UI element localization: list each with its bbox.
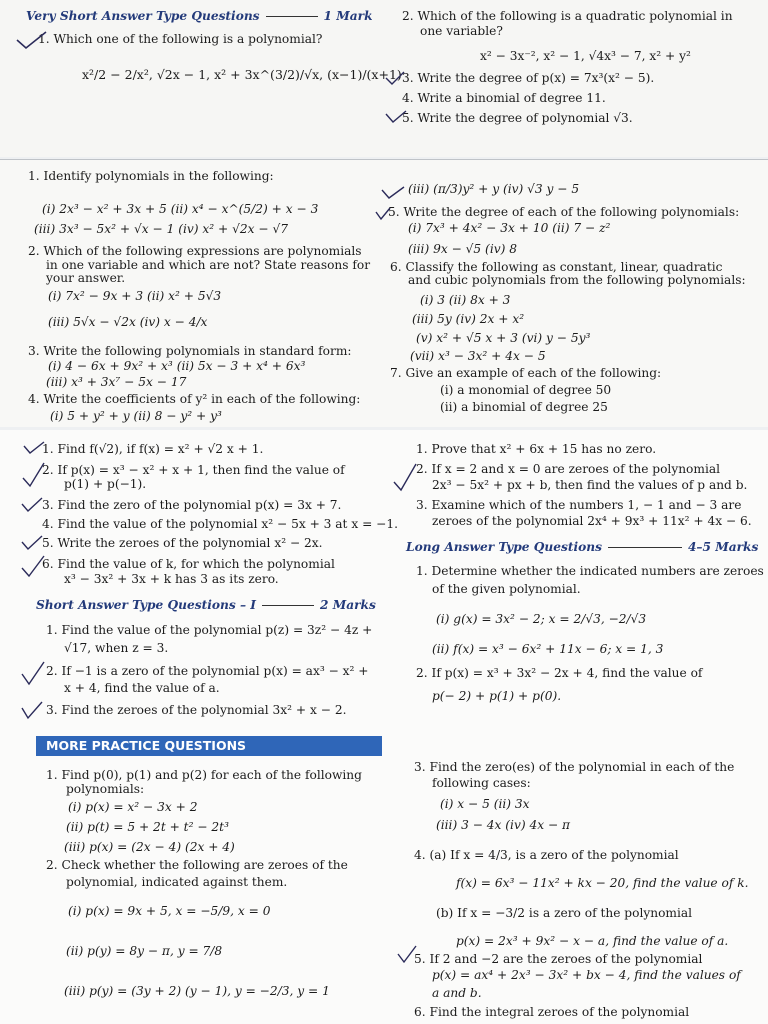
pen-tick-icon	[14, 30, 48, 52]
sa-question-1: 1. Find the value of the polynomial p(z) = 3z² − 4z +	[46, 623, 373, 637]
mp-r-question-3-parts-a: (i) x − 5 (ii) 3x	[440, 797, 530, 811]
la-question-2-cont: p(− 2) + p(1) + p(0).	[432, 689, 562, 703]
mp-r-question-5-cont-2: a and b.	[432, 986, 482, 1000]
vsa-question-4: 4. Find the value of the polynomial x² − 5x + 3 at x = −1.	[42, 517, 399, 531]
question-2-cont-1: in one variable and which are not? State reasons for	[46, 258, 371, 272]
mp-r-question-4a-cont: f(x) = 6x³ − 11x² + kx − 20, find the value of k.	[456, 876, 749, 890]
question-3-parts-b: (iii) x³ + 3x⁷ − 5x − 17	[46, 375, 187, 389]
vsa-r-question-3-cont: zeroes of the polynomial 2x⁴ + 9x³ + 11x² + 4x − 6.	[432, 514, 752, 528]
right-column	[384, 160, 768, 427]
question-7: 7. Give an example of each of the following:	[390, 366, 662, 380]
mp-question-1-part-ii: (ii) p(t) = 5 + 2t + t² − 2t³	[66, 820, 229, 834]
la-question-1-part-ii: (ii) f(x) = x³ − 6x² + 11x − 6; x = 1, 3	[432, 642, 664, 656]
question-2-cont-2: your answer.	[46, 271, 126, 285]
question-2: 2. Which of the following is a quadratic polynomial in	[402, 9, 733, 23]
question-1-parts-a: (i) 2x³ − x² + 3x + 5 (ii) x⁴ − x^(5/2) + x − 3	[42, 202, 319, 216]
practice-section	[0, 430, 768, 1024]
mp-r-question-3-parts-b: (iii) 3 − 4x (iv) 4x − π	[436, 818, 571, 832]
mp-r-question-5: 5. If 2 and −2 are the zeroes of the polynomial	[414, 952, 703, 966]
short-answer-heading: Short Answer Type Questions – I 2 Marks	[36, 598, 376, 612]
left-column	[0, 160, 390, 427]
very-short-answer-section	[0, 0, 768, 157]
sa-question-2-cont: x + 4, find the value of a.	[64, 681, 220, 695]
vsa-question-2: 2. If p(x) = x³ − x² + x + 1, then find the value of	[42, 463, 345, 477]
mp-r-question-6: 6. Find the integral zeroes of the polynomial	[414, 1005, 690, 1019]
question-6-parts-d: (vii) x³ − 3x² + 4x − 5	[410, 349, 546, 363]
question-1: 1. Identify polynomials in the following:	[28, 169, 274, 183]
mp-question-1-part-i: (i) p(x) = x² − 3x + 2	[68, 800, 198, 814]
la-question-2: 2. If p(x) = x³ + 3x² − 2x + 4, find the value of	[416, 666, 703, 680]
pen-tick-icon	[380, 184, 406, 200]
vsa-r-question-2: 2. If x = 2 and x = 0 are zeroes of the polynomial	[416, 462, 721, 476]
question-5-parts-b: (iii) 9x − √5 (iv) 8	[408, 242, 517, 256]
pen-tick-icon	[20, 554, 46, 580]
pen-tick-icon	[20, 534, 44, 552]
right-column	[396, 430, 768, 1024]
question-2-cont: one variable?	[420, 24, 503, 38]
question-5-parts-a: (i) 7x³ + 4x² − 3x + 10 (ii) 7 − z²	[408, 221, 611, 235]
pen-tick-icon	[374, 206, 392, 222]
mp-question-2-part-iii: (iii) p(y) = (3y + 2) (y − 1), y = −2/3, y = 1	[64, 984, 330, 998]
question-6-parts-a: (i) 3 (ii) 8x + 3	[420, 293, 511, 307]
mp-r-question-4b: (b) If x = −3/2 is a zero of the polynomial	[436, 906, 693, 920]
question-7-part-ii: (ii) a binomial of degree 25	[440, 400, 608, 414]
question-2: 2. Which of the following expressions are polynomials	[28, 244, 362, 258]
question-2-options: x² − 3x⁻², x² − 1, √4x³ − 7, x² + y²	[480, 49, 691, 63]
pen-tick-icon	[20, 700, 44, 722]
question-4-cont: (iii) (π/3)y² + y (iv) √3 y − 5	[408, 182, 580, 196]
more-practice-banner: MORE PRACTICE QUESTIONS	[36, 736, 382, 756]
vsa-question-6-cont: x³ − 3x² + 3x + k has 3 as its zero.	[64, 572, 279, 586]
section-heading: Very Short Answer Type Questions 1 Mark	[26, 9, 373, 23]
mp-r-question-3: 3. Find the zero(es) of the polynomial in each of the	[414, 760, 735, 774]
vsa-r-question-2-cont: 2x³ − 5x² + px + b, then find the values of p and b.	[432, 478, 748, 492]
question-4: 4. Write the coefficients of y² in each of the following:	[28, 392, 361, 406]
polynomial-exercise-section	[0, 159, 768, 427]
mp-question-2-part-i: (i) p(x) = 9x + 5, x = −5/9, x = 0	[68, 904, 271, 918]
vsa-question-2-cont: p(1) + p(−1).	[64, 477, 147, 491]
question-2-parts-b: (iii) 5√x − √2x (iv) x − 4/x	[48, 315, 208, 329]
vsa-r-question-1: 1. Prove that x² + 6x + 15 has no zero.	[416, 442, 657, 456]
mp-question-1: 1. Find p(0), p(1) and p(2) for each of the following	[46, 768, 362, 782]
vsa-question-6: 6. Find the value of k, for which the polynomial	[42, 557, 335, 571]
question-5: 5. Write the degree of polynomial √3.	[402, 111, 633, 125]
question-6-parts-c: (v) x² + √5 x + 3 (vi) y − 5y³	[416, 331, 591, 345]
question-6: 6. Classify the following as constant, linear, quadratic	[390, 260, 723, 274]
pen-tick-icon	[392, 460, 418, 494]
question-1: 1. Which one of the following is a polynomial?	[38, 32, 323, 46]
vsa-r-question-3: 3. Examine which of the numbers 1, − 1 and − 3 are	[416, 498, 742, 512]
la-question-1-part-i: (i) g(x) = 3x² − 2; x = 2/√3, −2/√3	[436, 612, 647, 626]
mp-r-question-3-cont: following cases:	[432, 776, 531, 790]
question-3: 3. Write the following polynomials in standard form:	[28, 344, 352, 358]
la-question-1: 1. Determine whether the indicated numbers are zeroes	[416, 564, 764, 578]
question-6-cont: and cubic polynomials from the following polynomials:	[408, 273, 746, 287]
pen-tick-icon	[384, 70, 406, 86]
pen-tick-icon	[396, 944, 418, 966]
vsa-question-1: 1. Find f(√2), if f(x) = x² + √2 x + 1.	[42, 442, 264, 456]
la-question-1-cont: of the given polynomial.	[432, 582, 581, 596]
question-2-parts-a: (i) 7x² − 9x + 3 (ii) x² + 5√3	[48, 289, 222, 303]
vsa-question-5: 5. Write the zeroes of the polynomial x² − 2x.	[42, 536, 323, 550]
pen-tick-icon	[384, 108, 408, 124]
pen-tick-icon	[20, 660, 46, 688]
mp-question-2: 2. Check whether the following are zeroes of the	[46, 858, 348, 872]
question-4: 4. Write a binomial of degree 11.	[402, 91, 606, 105]
mp-question-1-part-iii: (iii) p(x) = (2x − 4) (2x + 4)	[64, 840, 235, 854]
vsa-question-3: 3. Find the zero of the polynomial p(x) = 3x + 7.	[42, 498, 342, 512]
sa-question-1-cont: √17, when z = 3.	[64, 641, 169, 655]
long-answer-heading: Long Answer Type Questions 4–5 Marks	[406, 540, 759, 554]
sa-question-2: 2. If −1 is a zero of the polynomial p(x) = ax³ − x² +	[46, 664, 369, 678]
sa-question-3: 3. Find the zeroes of the polynomial 3x² + x − 2.	[46, 703, 347, 717]
question-7-part-i: (i) a monomial of degree 50	[440, 383, 612, 397]
question-4-parts: (i) 5 + y² + y (ii) 8 − y² + y³	[50, 409, 222, 423]
pen-tick-icon	[20, 460, 46, 490]
mp-r-question-5-cont: p(x) = ax⁴ + 2x³ − 3x² + bx − 4, find the values of	[432, 968, 741, 982]
pen-tick-icon	[22, 440, 46, 456]
question-6-parts-b: (iii) 5y (iv) 2x + x²	[412, 312, 525, 326]
mp-r-question-4a: 4. (a) If x = 4/3, is a zero of the polynomial	[414, 848, 679, 862]
question-1-options: x²/2 − 2/x², √2x − 1, x² + 3x^(3/2)/√x, (x−1)/(x+1)	[82, 67, 402, 82]
question-1-parts-b: (iii) 3x³ − 5x² + √x − 1 (iv) x² + √2x − √7	[34, 222, 289, 236]
question-5: 5. Write the degree of each of the following polynomials:	[388, 205, 740, 219]
mp-question-2-part-ii: (ii) p(y) = 8y − π, y = 7/8	[66, 944, 223, 958]
mp-question-1-cont: polynomials:	[66, 782, 145, 796]
mp-question-2-cont: polynomial, indicated against them.	[66, 875, 288, 889]
pen-tick-icon	[20, 496, 44, 514]
left-column	[0, 430, 399, 1024]
question-3: 3. Write the degree of p(x) = 7x³(x² − 5).	[402, 71, 655, 85]
question-3-parts-a: (i) 4 − 6x + 9x² + x³ (ii) 5x − 3 + x⁴ + 6x³	[48, 359, 306, 373]
mp-r-question-4b-cont: p(x) = 2x³ + 9x² − x − a, find the value of a.	[456, 934, 729, 948]
